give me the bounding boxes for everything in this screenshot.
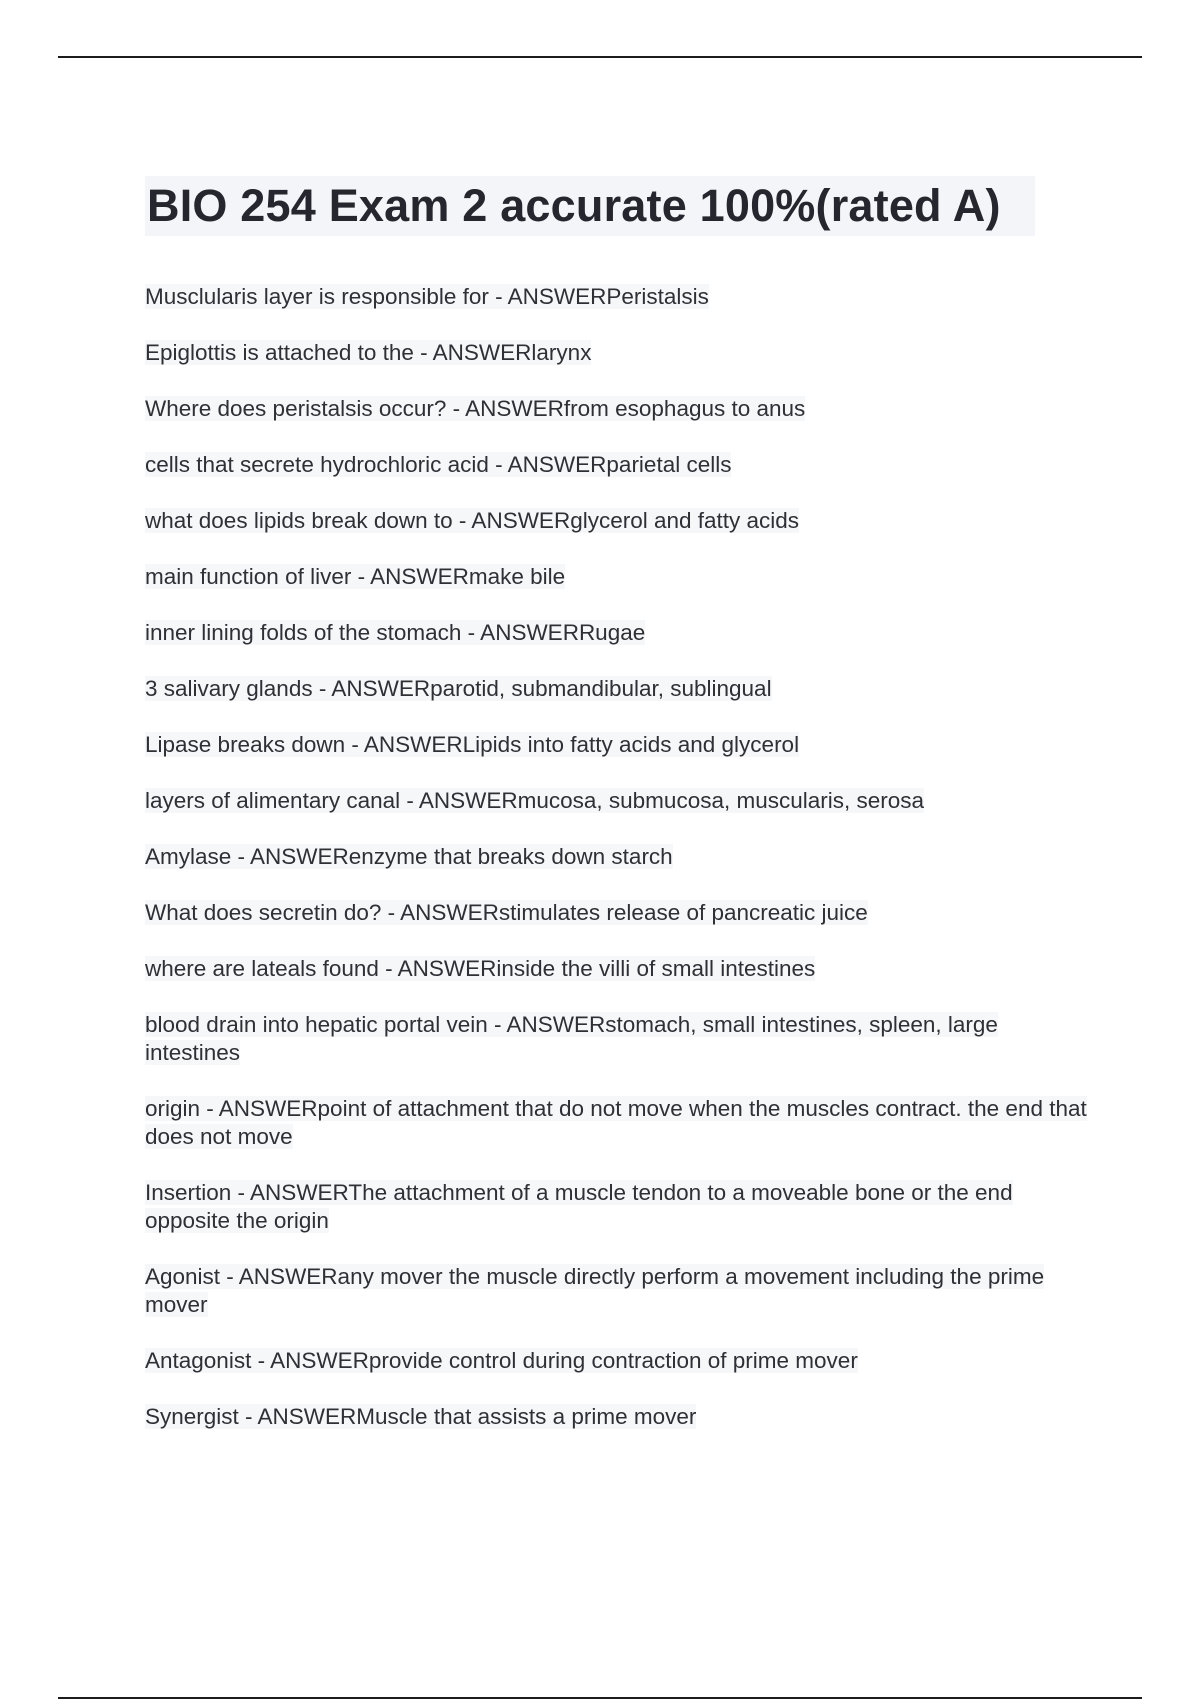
- list-item: [145, 731, 1090, 759]
- qa-text: blood drain into hepatic portal vein - ANSWERstomach, small intestines, spleen, large intestines: [145, 1012, 998, 1065]
- list-item: [145, 955, 1090, 983]
- list-item: [145, 451, 1090, 479]
- qa-text: what does lipids break down to - ANSWERglycerol and fatty acids: [145, 508, 800, 533]
- list-item: [145, 1011, 1090, 1067]
- qa-text: Agonist - ANSWERany mover the muscle directly perform a movement including the prime mover: [145, 1264, 1045, 1317]
- list-item: [145, 339, 1090, 367]
- list-item: [145, 1347, 1090, 1375]
- qa-text: where are lateals found - ANSWERinside the villi of small intestines: [145, 956, 816, 981]
- qa-text: Synergist - ANSWERMuscle that assists a prime mover: [145, 1404, 697, 1429]
- list-item: [145, 1403, 1090, 1431]
- list-item: [145, 787, 1090, 815]
- list-item: [145, 675, 1090, 703]
- qa-text: Antagonist - ANSWERprovide control during contraction of prime mover: [145, 1348, 858, 1373]
- list-item: [145, 619, 1090, 647]
- list-item: [145, 843, 1090, 871]
- document-title: BIO 254 Exam 2 accurate 100%(rated A): [145, 176, 1035, 236]
- qa-text: Epiglottis is attached to the - ANSWERlarynx: [145, 340, 592, 365]
- qa-text: Where does peristalsis occur? - ANSWERfrom esophagus to anus: [145, 396, 806, 421]
- qa-text: Lipase breaks down - ANSWERLipids into fatty acids and glycerol: [145, 732, 800, 757]
- qa-text: Musclularis layer is responsible for - ANSWERPeristalsis: [145, 284, 709, 309]
- list-item: [145, 1263, 1090, 1319]
- list-item: [145, 563, 1090, 591]
- qa-text: cells that secrete hydrochloric acid - ANSWERparietal cells: [145, 452, 732, 477]
- list-item: [145, 395, 1090, 423]
- list-item: [145, 1179, 1090, 1235]
- list-item: [145, 899, 1090, 927]
- qa-text: main function of liver - ANSWERmake bile: [145, 564, 566, 589]
- qa-text: What does secretin do? - ANSWERstimulates release of pancreatic juice: [145, 900, 868, 925]
- bottom-divider: [58, 1697, 1142, 1699]
- qa-text: Amylase - ANSWERenzyme that breaks down starch: [145, 844, 673, 869]
- top-divider: [58, 56, 1142, 58]
- qa-text: 3 salivary glands - ANSWERparotid, submandibular, sublingual: [145, 676, 772, 701]
- qa-text: layers of alimentary canal - ANSWERmucosa, submucosa, muscularis, serosa: [145, 788, 925, 813]
- qa-list: [145, 283, 1090, 1459]
- qa-text: inner lining folds of the stomach - ANSWERRugae: [145, 620, 646, 645]
- list-item: [145, 507, 1090, 535]
- list-item: [145, 283, 1090, 311]
- list-item: [145, 1095, 1090, 1151]
- qa-text: origin - ANSWERpoint of attachment that do not move when the muscles contract. the end that does not move: [145, 1096, 1087, 1149]
- qa-text: Insertion - ANSWERThe attachment of a muscle tendon to a moveable bone or the end opposite the origin: [145, 1180, 1013, 1233]
